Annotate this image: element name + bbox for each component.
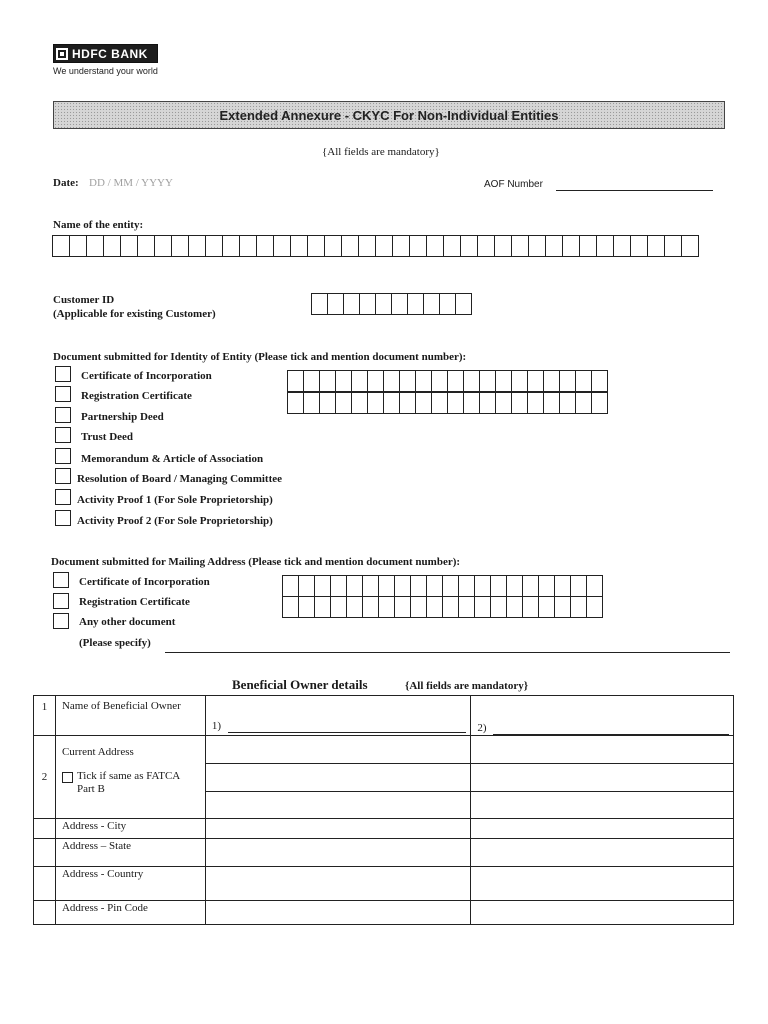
char-box[interactable] xyxy=(543,392,560,414)
identity-section-heading: Document submitted for Identity of Entity (Please tick and mention document number): xyxy=(53,351,467,363)
char-box[interactable] xyxy=(647,235,665,257)
char-box[interactable] xyxy=(358,235,376,257)
char-box[interactable] xyxy=(479,392,496,414)
char-box[interactable] xyxy=(575,370,592,392)
logo-badge xyxy=(53,44,158,63)
char-box[interactable] xyxy=(362,596,379,618)
char-box[interactable] xyxy=(596,235,614,257)
row-number-empty xyxy=(34,867,56,901)
char-box[interactable] xyxy=(378,575,395,597)
char-box[interactable] xyxy=(346,575,363,597)
char-box[interactable] xyxy=(399,370,416,392)
identity-option-label: Registration Certificate xyxy=(81,390,192,402)
row-number-empty xyxy=(34,819,56,839)
identity-checkbox-activity-proof-2[interactable] xyxy=(55,510,71,526)
char-box[interactable] xyxy=(303,392,320,414)
char-box[interactable] xyxy=(415,392,432,414)
owner-1-address-line-2[interactable] xyxy=(205,764,471,792)
char-box[interactable] xyxy=(474,596,491,618)
owner-2-country-cell[interactable] xyxy=(471,867,734,901)
char-box[interactable] xyxy=(681,235,699,257)
char-box[interactable] xyxy=(543,370,560,392)
char-box[interactable] xyxy=(511,235,529,257)
owner-2-address-line-1[interactable] xyxy=(471,736,734,764)
bank-tagline: We understand your world xyxy=(53,66,158,76)
char-box[interactable] xyxy=(439,293,456,315)
char-box[interactable] xyxy=(554,575,571,597)
char-box[interactable] xyxy=(239,235,257,257)
row-number: 2 xyxy=(34,736,56,819)
owner-1-name-cell[interactable] xyxy=(205,696,471,736)
row-number-empty xyxy=(34,839,56,867)
char-box[interactable] xyxy=(298,575,315,597)
owner-2-city-cell[interactable] xyxy=(471,819,734,839)
char-box[interactable] xyxy=(282,596,299,618)
char-box[interactable] xyxy=(307,235,325,257)
char-box[interactable] xyxy=(506,575,523,597)
char-box[interactable] xyxy=(506,596,523,618)
table-row xyxy=(34,839,734,867)
char-box[interactable] xyxy=(367,392,384,414)
char-box[interactable] xyxy=(538,596,555,618)
identity-option-label: Memorandum & Article of Association xyxy=(81,453,264,465)
beneficial-owner-table xyxy=(33,695,734,925)
char-box[interactable] xyxy=(287,392,304,414)
char-box[interactable] xyxy=(343,293,360,315)
char-box[interactable] xyxy=(562,235,580,257)
mailing-doc-number-field[interactable] xyxy=(283,596,603,618)
char-box[interactable] xyxy=(256,235,274,257)
char-box[interactable] xyxy=(664,235,682,257)
mailing-checkbox-registration[interactable] xyxy=(53,593,69,609)
char-box[interactable] xyxy=(463,370,480,392)
char-box[interactable] xyxy=(351,392,368,414)
mailing-option-label: Registration Certificate xyxy=(79,596,190,608)
char-box[interactable] xyxy=(426,575,443,597)
pin-code-label: Address - Pin Code xyxy=(55,901,205,925)
date-label: Date: xyxy=(53,177,79,189)
bank-name: HDFC BANK xyxy=(72,46,148,61)
char-box[interactable] xyxy=(409,235,427,257)
owner-1-state-cell[interactable] xyxy=(205,839,471,867)
row-number: 1 xyxy=(34,696,56,736)
char-box[interactable] xyxy=(474,575,491,597)
char-box[interactable] xyxy=(527,370,544,392)
aof-number-field[interactable] xyxy=(556,190,713,191)
char-box[interactable] xyxy=(346,596,363,618)
char-box[interactable] xyxy=(447,392,464,414)
char-box[interactable] xyxy=(273,235,291,257)
char-box[interactable] xyxy=(528,235,546,257)
mailing-option-label: Certificate of Incorporation xyxy=(79,576,210,588)
beneficial-owner-note: {All fields are mandatory} xyxy=(405,680,529,692)
char-box[interactable] xyxy=(554,596,571,618)
char-box[interactable] xyxy=(490,575,507,597)
owner-2-marker: 2) xyxy=(477,722,487,734)
char-box[interactable] xyxy=(290,235,308,257)
customer-id-field[interactable] xyxy=(312,293,472,315)
char-box[interactable] xyxy=(314,596,331,618)
char-box[interactable] xyxy=(86,235,104,257)
char-box[interactable] xyxy=(479,370,496,392)
identity-option-label: Activity Proof 1 (For Sole Proprietorship) xyxy=(77,494,273,506)
identity-option-label: Resolution of Board / Managing Committee xyxy=(77,473,283,485)
name-label: Name of Beneficial Owner xyxy=(61,700,181,712)
char-box[interactable] xyxy=(490,596,507,618)
char-box[interactable] xyxy=(303,370,320,392)
address-label: Current Address xyxy=(61,746,134,758)
char-box[interactable] xyxy=(314,575,331,597)
identity-doc-number-field[interactable] xyxy=(288,370,608,392)
identity-checkbox-activity-proof-1[interactable] xyxy=(55,489,71,505)
char-box[interactable] xyxy=(415,370,432,392)
char-box[interactable] xyxy=(458,575,475,597)
char-box[interactable] xyxy=(287,370,304,392)
country-label: Address - Country xyxy=(55,867,205,901)
char-box[interactable] xyxy=(407,293,424,315)
char-box[interactable] xyxy=(103,235,121,257)
table-row xyxy=(34,867,734,901)
char-box[interactable] xyxy=(630,235,648,257)
char-box[interactable] xyxy=(335,370,352,392)
char-box[interactable] xyxy=(613,235,631,257)
char-box[interactable] xyxy=(586,596,603,618)
entity-name-label: Name of the entity: xyxy=(53,219,144,231)
char-box[interactable] xyxy=(455,293,472,315)
name-label-cell xyxy=(55,696,205,736)
char-box[interactable] xyxy=(495,370,512,392)
owner-1-country-cell[interactable] xyxy=(205,867,471,901)
state-label: Address – State xyxy=(55,839,205,867)
char-box[interactable] xyxy=(330,575,347,597)
fatca-checkbox[interactable] xyxy=(62,772,73,783)
char-box[interactable] xyxy=(511,370,528,392)
char-box[interactable] xyxy=(52,235,70,257)
char-box[interactable] xyxy=(137,235,155,257)
char-box[interactable] xyxy=(559,370,576,392)
char-box[interactable] xyxy=(538,575,555,597)
identity-checkbox-resolution[interactable] xyxy=(55,468,71,484)
char-box[interactable] xyxy=(154,235,172,257)
char-box[interactable] xyxy=(327,293,344,315)
mailing-specify-field[interactable] xyxy=(165,652,730,653)
char-box[interactable] xyxy=(120,235,138,257)
char-box[interactable] xyxy=(527,392,544,414)
char-box[interactable] xyxy=(443,235,461,257)
char-box[interactable] xyxy=(319,370,336,392)
identity-checkbox-trust[interactable] xyxy=(55,427,71,443)
mailing-checkbox-incorporation[interactable] xyxy=(53,572,69,588)
owner-2-name-line xyxy=(493,734,729,735)
owner-1-pin-code-cell[interactable] xyxy=(205,901,471,925)
char-box[interactable] xyxy=(378,596,395,618)
form-title: Extended Annexure - CKYC For Non-Individual Entities xyxy=(219,107,559,123)
char-box[interactable] xyxy=(319,392,336,414)
row-number-empty xyxy=(34,901,56,925)
mandatory-note: {All fields are mandatory} xyxy=(322,146,440,158)
identity-checkbox-registration[interactable] xyxy=(55,386,71,402)
char-box[interactable] xyxy=(330,596,347,618)
char-box[interactable] xyxy=(222,235,240,257)
table-row xyxy=(34,901,734,925)
char-box[interactable] xyxy=(591,392,608,414)
char-box[interactable] xyxy=(205,235,223,257)
char-box[interactable] xyxy=(188,235,206,257)
char-box[interactable] xyxy=(460,235,478,257)
char-box[interactable] xyxy=(494,235,512,257)
owner-2-name-cell[interactable] xyxy=(471,696,734,736)
beneficial-owner-heading: Beneficial Owner details xyxy=(232,677,368,692)
bank-emblem-icon xyxy=(56,48,68,60)
char-box[interactable] xyxy=(391,293,408,315)
char-box[interactable] xyxy=(351,370,368,392)
mailing-option-label: Any other document xyxy=(79,616,176,628)
char-box[interactable] xyxy=(522,575,539,597)
aof-number-label: AOF Number xyxy=(484,179,543,190)
char-box[interactable] xyxy=(545,235,563,257)
bank-logo xyxy=(53,44,158,76)
char-box[interactable] xyxy=(383,370,400,392)
char-box[interactable] xyxy=(410,596,427,618)
char-box[interactable] xyxy=(586,575,603,597)
table-row xyxy=(34,736,734,764)
address-label-cell xyxy=(55,736,205,819)
identity-option-label: Partnership Deed xyxy=(81,411,164,423)
mailing-doc-number-field[interactable] xyxy=(283,575,603,597)
identity-doc-number-field[interactable] xyxy=(288,392,608,414)
customer-id-note: (Applicable for existing Customer) xyxy=(53,308,216,320)
owner-1-city-cell[interactable] xyxy=(205,819,471,839)
char-box[interactable] xyxy=(426,235,444,257)
mailing-section-heading: Document submitted for Mailing Address (Please tick and mention document number): xyxy=(51,556,461,568)
char-box[interactable] xyxy=(375,293,392,315)
owner-2-pin-code-cell[interactable] xyxy=(471,901,734,925)
table-row xyxy=(34,696,734,736)
identity-checkbox-partnership[interactable] xyxy=(55,407,71,423)
city-label: Address - City xyxy=(55,819,205,839)
fatca-label: Tick if same as FATCA Part B xyxy=(76,770,180,795)
identity-option-label: Certificate of Incorporation xyxy=(81,370,212,382)
owner-2-address-line-2[interactable] xyxy=(471,764,734,792)
mailing-checkbox-other[interactable] xyxy=(53,613,69,629)
char-box[interactable] xyxy=(463,392,480,414)
table-row xyxy=(34,819,734,839)
char-box[interactable] xyxy=(442,596,459,618)
char-box[interactable] xyxy=(570,575,587,597)
customer-id-label: Customer ID xyxy=(53,294,115,306)
char-box[interactable] xyxy=(442,575,459,597)
char-box[interactable] xyxy=(362,575,379,597)
char-box[interactable] xyxy=(458,596,475,618)
owner-1-address-line-3[interactable] xyxy=(205,792,471,819)
char-box[interactable] xyxy=(367,370,384,392)
char-box[interactable] xyxy=(375,235,393,257)
char-box[interactable] xyxy=(335,392,352,414)
char-box[interactable] xyxy=(591,370,608,392)
identity-checkbox-incorporation[interactable] xyxy=(55,366,71,382)
char-box[interactable] xyxy=(399,392,416,414)
char-box[interactable] xyxy=(522,596,539,618)
owner-1-marker: 1) xyxy=(211,720,221,732)
char-box[interactable] xyxy=(431,392,448,414)
char-box[interactable] xyxy=(394,575,411,597)
date-field[interactable]: DD / MM / YYYY xyxy=(89,177,173,189)
identity-option-label: Trust Deed xyxy=(81,431,134,443)
char-box[interactable] xyxy=(477,235,495,257)
char-box[interactable] xyxy=(324,235,342,257)
char-box[interactable] xyxy=(426,596,443,618)
char-box[interactable] xyxy=(423,293,440,315)
char-box[interactable] xyxy=(282,575,299,597)
char-box[interactable] xyxy=(341,235,359,257)
char-box[interactable] xyxy=(298,596,315,618)
owner-1-name-line xyxy=(228,732,467,733)
char-box[interactable] xyxy=(410,575,427,597)
form-title-band xyxy=(53,101,725,129)
char-box[interactable] xyxy=(559,392,576,414)
identity-checkbox-memorandum[interactable] xyxy=(55,448,71,464)
char-box[interactable] xyxy=(383,392,400,414)
char-box[interactable] xyxy=(570,596,587,618)
char-box[interactable] xyxy=(311,293,328,315)
char-box[interactable] xyxy=(359,293,376,315)
char-box[interactable] xyxy=(394,596,411,618)
char-box[interactable] xyxy=(171,235,189,257)
owner-2-state-cell[interactable] xyxy=(471,839,734,867)
char-box[interactable] xyxy=(495,392,512,414)
char-box[interactable] xyxy=(431,370,448,392)
owner-2-address-line-3[interactable] xyxy=(471,792,734,819)
char-box[interactable] xyxy=(575,392,592,414)
char-box[interactable] xyxy=(579,235,597,257)
char-box[interactable] xyxy=(69,235,87,257)
identity-option-label: Activity Proof 2 (For Sole Proprietorship) xyxy=(77,515,273,527)
char-box[interactable] xyxy=(392,235,410,257)
mailing-specify-label: (Please specify) xyxy=(79,637,151,649)
entity-name-field[interactable] xyxy=(53,235,699,257)
char-box[interactable] xyxy=(511,392,528,414)
char-box[interactable] xyxy=(447,370,464,392)
owner-1-address-line-1[interactable] xyxy=(205,736,471,764)
